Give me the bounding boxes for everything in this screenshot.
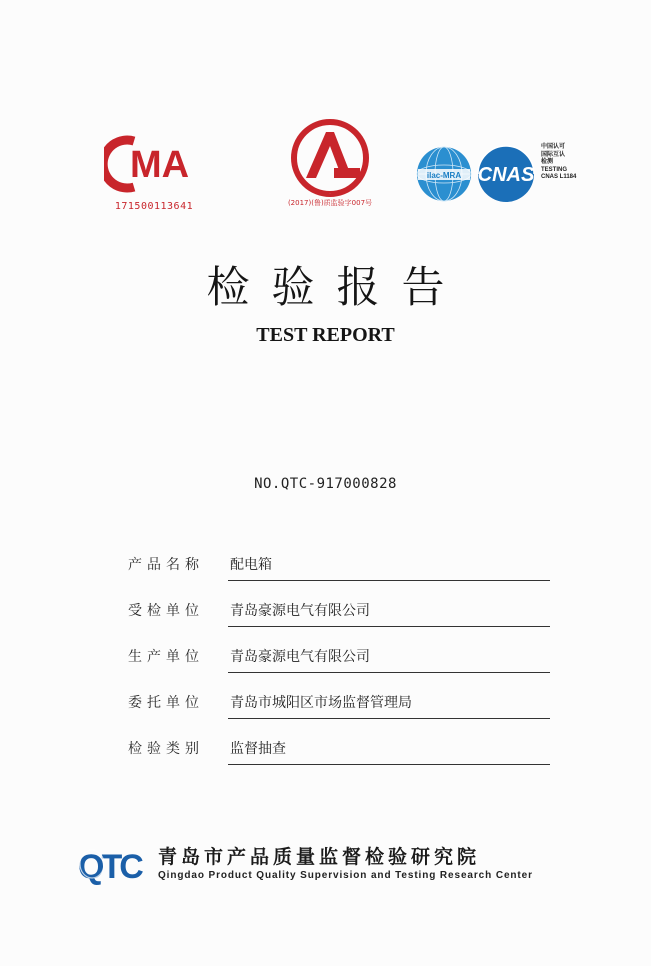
- svg-text:AL: AL: [329, 194, 331, 195]
- field-manufacturer: [128, 640, 550, 686]
- field-label: 受检单位: [128, 603, 204, 619]
- field-entrusting-unit: [128, 686, 550, 732]
- field-label: 生产单位: [128, 649, 204, 665]
- cma-mark-icon: [104, 133, 204, 195]
- field-inspected-unit: [128, 594, 550, 640]
- report-title-cn: 检验报告: [206, 263, 467, 313]
- field-underline: [228, 718, 550, 719]
- field-value: 配电箱: [230, 557, 272, 573]
- field-label: 检验类别: [128, 741, 204, 757]
- svg-text:ilac-MRA: ilac-MRA: [426, 171, 462, 180]
- field-value: 青岛市城阳区市场监督管理局: [230, 695, 412, 711]
- cal-number: (2017)(鲁)质监验字007号: [287, 199, 373, 207]
- report-number: NO.QTC-917000828: [254, 476, 397, 492]
- field-label: 产品名称: [128, 557, 204, 573]
- field-inspection-type: [128, 732, 550, 778]
- cnas-accreditation-text: 中国认可 国际互认 检测 TESTING CNAS L1184: [541, 144, 577, 180]
- field-value: 监督抽查: [230, 741, 286, 757]
- qtc-logo-icon: [78, 842, 150, 886]
- field-underline: [228, 626, 550, 627]
- field-value: 青岛豪源电气有限公司: [230, 649, 370, 665]
- cma-number: 171500113641: [114, 201, 194, 212]
- field-label: 委托单位: [128, 695, 204, 711]
- report-fields: [128, 548, 550, 778]
- report-title-en: TEST REPORT: [256, 324, 395, 346]
- institute-name-en: Qingdao Product Quality Supervision and Testing Research Center: [158, 870, 533, 881]
- institute-name-cn: 青岛市产品质量监督检验研究院: [158, 846, 481, 868]
- cma-logo: [104, 133, 204, 213]
- cnas-logo: [414, 140, 614, 208]
- institute-footer: [78, 836, 578, 896]
- svg-text:QTC: QTC: [78, 848, 141, 886]
- field-underline: [228, 580, 550, 581]
- field-underline: [228, 764, 550, 765]
- svg-text:CNAS: CNAS: [477, 164, 535, 186]
- ilac-cnas-mark-icon: [414, 140, 544, 208]
- field-value: 青岛豪源电气有限公司: [230, 603, 370, 619]
- field-underline: [228, 672, 550, 673]
- cal-logo: [282, 118, 378, 222]
- svg-text:MA: MA: [130, 144, 190, 186]
- cal-mark-icon: [282, 118, 378, 198]
- field-product-name: [128, 548, 550, 594]
